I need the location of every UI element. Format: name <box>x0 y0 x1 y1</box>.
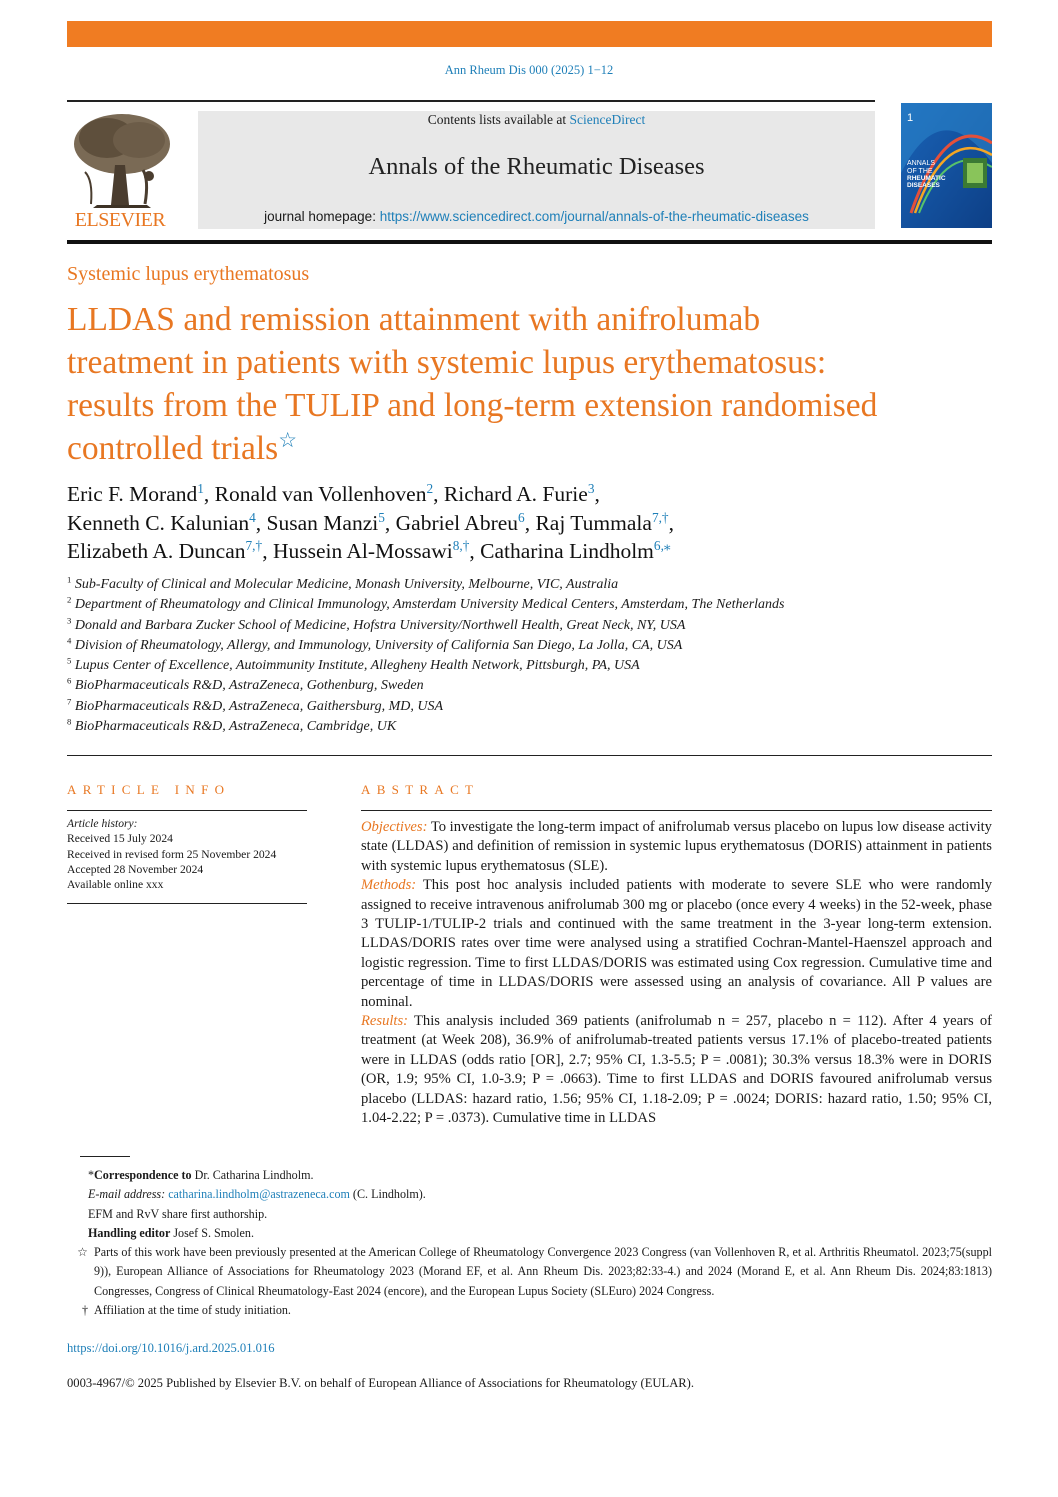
title-footnote-star-icon[interactable]: ☆ <box>278 428 297 452</box>
history-item: Received 15 July 2024 <box>67 832 173 846</box>
header-rule-thick <box>67 240 992 244</box>
author-name: Gabriel Abreu <box>395 510 519 535</box>
history-item: Accepted 28 November 2024 <box>67 862 204 876</box>
top-color-bar <box>67 21 992 47</box>
author-name: Elizabeth A. Duncan <box>67 539 246 563</box>
author-affiliation-mark[interactable]: 3 <box>587 480 595 496</box>
dagger-icon: † <box>81 1303 88 1318</box>
article-title-text: LLDAS and remission attainment with anifrolumab treatment in patients with systemic lupus erythematosus: results from the TULIP and long-term extension randomised controlled trials <box>67 301 878 467</box>
author-affiliation-mark[interactable]: 5 <box>378 509 385 525</box>
article-info-rule <box>67 810 307 811</box>
article-info-rule-bottom <box>67 903 307 904</box>
footnote-email: E-mail address: catharina.lindholm@astrazeneca.com (C. Lindholm). <box>88 1187 426 1202</box>
affiliation-list <box>67 575 992 737</box>
affiliation-item: $^2$ Department of Rheumatology and Clinical Immunology, Amsterdam University Medical Centers, Amsterdam, The Netherlands <box>67 594 785 613</box>
affiliation-item: $^8$ BioPharmaceuticals R&D, AstraZeneca, Cambridge, UK <box>67 716 397 735</box>
running-header[interactable]: Ann Rheum Dis 000 (2025) 1−12 <box>444 63 614 77</box>
author-affiliation-mark[interactable]: 4 <box>249 509 256 525</box>
author-name: Hussein Al-Mossawi <box>272 539 453 563</box>
author-affiliation-mark[interactable]: 8,† <box>452 537 470 553</box>
abstract-objectives: Objectives: To investigate the long-term impact of anifrolumab versus placebo on lupus low disease activity state (LLDAS) and definition of remission in systemic lupus erythematosus (DORIS) attainment in patients with systemic lupus erythematosus (SLE). <box>361 819 992 874</box>
affiliation-item: $^4$ Division of Rheumatology, Allergy, and Immunology, University of California San Diego, La Jolla, CA, USA <box>67 635 683 653</box>
email-link[interactable]: catharina.lindholm@astrazeneca.com <box>168 1187 350 1202</box>
article-history <box>67 816 307 892</box>
affiliation-item: $^5$ Lupus Center of Excellence, Autoimmunity Institute, Allegheny Health Network, Pittsburgh, PA, USA <box>67 655 640 674</box>
header-rule <box>67 100 875 102</box>
cover-line: RHEUMATIC <box>907 175 946 182</box>
affiliation-item: $^3$ Donald and Barbara Zucker School of Medicine, Hofstra University/Northwell Health, Great Neck, NY, USA <box>67 614 686 633</box>
author-affiliation-mark[interactable]: 2 <box>426 480 434 496</box>
svg-text:1: 1 <box>907 112 914 124</box>
article-title <box>67 298 887 470</box>
history-item: Available online xxx <box>67 878 164 892</box>
cover-line: DISEASES <box>907 182 940 189</box>
footnote-handling-editor: Handling editor Josef S. Smolen. <box>88 1225 254 1240</box>
history-label: Article history: <box>67 817 138 830</box>
footnote-presented: ☆ Parts of this work have been previously presented at the American College of Rheumatology Convergence 2023 Congress (van Vollenhoven R, et al. Arthritis Rheumatol. 2023;75(suppl 9)), European Alliance of Associations for Rheumatology 2023 (Morand EF, et al. Ann Rheum Dis. 2023;82:33-4.) and 2024 (Morand E, et al. Ann Rheum Dis. 2024;83:1813) Congresses, Congress of Clinical Rheumatology-East 2024 (encore), and the European Lupus Society (SLEuro) 2024 Congress. <box>67 1243 992 1301</box>
history-item: Received in revised form 25 November 2024 <box>67 847 277 861</box>
abstract-methods: Methods: This post hoc analysis included patients with moderate to severe SLE who were randomly assigned to receive intravenous anifrolumab 300 mg or placebo (once every 4 weeks) in the 52-week, phase 3 TULIP-1/TULIP-2 trials and continued with the same treatment in the 3-year long-term extension. LLDAS/DORIS rates over time were analysed using a stratified Cochran-Mantel-Haenszel approach and logistic regression. Time to first LLDAS/DORIS was estimated using Cox regression. Cumulative time and percentage of time in LLDAS/DORIS were assessed using an analysis of covariance. All P values are nominal. <box>361 877 992 1010</box>
author-affiliation-mark[interactable]: 7,† <box>651 509 669 525</box>
copyright-line: 0003-4967/© 2025 Published by Elsevier B.V. on behalf of European Alliance of Associations for Rheumatology (EULAR). <box>67 1376 695 1390</box>
author-name: Susan Manzi <box>266 510 379 535</box>
article-info-heading: ARTICLE INFO <box>67 782 231 797</box>
author-name: Catharina Lindholm <box>480 539 654 563</box>
affiliation-item: $^6$ BioPharmaceuticals R&D, AstraZeneca, Gothenburg, Sweden <box>67 675 424 694</box>
section-label: Systemic lupus erythematosus <box>67 263 310 285</box>
author-name: Eric F. Morand <box>67 482 198 506</box>
homepage-line <box>198 209 875 224</box>
footnote-first-authorship: EFM and RvV share first authorship. <box>88 1206 268 1221</box>
author-name: Kenneth C. Kalunian <box>67 510 250 535</box>
sciencedirect-link[interactable]: ScienceDirect <box>569 112 646 127</box>
cover-line: OF THE <box>907 168 933 175</box>
abstract-rule <box>361 810 992 811</box>
abstract-body <box>361 818 992 1129</box>
publisher-logo-text: ELSEVIER <box>74 209 166 231</box>
author-affiliation-mark[interactable]: 1 <box>197 480 204 496</box>
abstract-results: Results: This analysis included 369 patients (anifrolumab n = 257, placebo n = 112). After 4 years of treatment (at Week 208), 36.9% of anifrolumab-treated patients versus 17.1% of placebo-treated patients were in LLDAS (odds ratio [OR], 2.7; 95% CI, 1.3-5.5; P = .0081); 30.3% versus 18.3% were in DORIS (OR, 1.9; 95% CI, 1.0-3.9; P = .0663). Time to first LLDAS and DORIS favoured anifrolumab versus placebo (LLDAS: hazard ratio, 1.56; 95% CI, 1.18-2.09; P = .0024; DORIS: hazard ratio, 1.50; 95% CI, 1.04-2.22; P = .0373). Cumulative time in LLDAS <box>361 1013 992 1127</box>
author-name: Richard A. Furie <box>443 482 588 506</box>
doi-link[interactable]: https://doi.org/10.1016/j.ard.2025.01.016 <box>67 1341 275 1355</box>
homepage-link[interactable]: https://www.sciencedirect.com/journal/annals-of-the-rheumatic-diseases <box>379 209 809 224</box>
author-list: Eric F. Morand$^1$, Ronald van Vollenhoven$^2$, Richard A. Furie$^3$, Kenneth C. Kalunian$^4$, Susan Manzi$^5$, Gabriel Abreu$^6$, Raj Tummala$^{7,\dagger}$, Elizabeth A. Duncan$^{7,\dagger}$, Hussein Al-Mossawi$^{8,\dagger}$, Catharina Lindholm$^{6,⁎}$ <box>67 480 674 563</box>
contents-prefix: Contents lists available at <box>427 112 570 127</box>
author-affiliation-mark[interactable]: 6 <box>518 509 525 525</box>
contents-line <box>198 112 875 128</box>
journal-title: Annals of the Rheumatic Diseases <box>368 153 705 180</box>
footnote-rule <box>80 1156 130 1157</box>
section-divider <box>67 755 992 756</box>
affiliation-item: $^1$ Sub-Faculty of Clinical and Molecular Medicine, Monash University, Melbourne, VIC, Australia <box>67 574 619 592</box>
author-affiliation-mark[interactable]: 7,† <box>245 537 263 553</box>
author-affiliation-mark[interactable]: 6,⁎ <box>653 537 671 553</box>
journal-cover-image[interactable] <box>901 103 992 228</box>
author-name: Ronald van Vollenhoven <box>214 482 427 506</box>
footnote-dagger: † Affiliation at the time of study initiation. <box>67 1301 992 1320</box>
cover-line: ANNALS <box>907 160 936 167</box>
abstract-heading: ABSTRACT <box>361 782 480 797</box>
footnote-correspondence: *Correspondence to Dr. Catharina Lindholm. <box>88 1168 314 1182</box>
footnotes <box>67 1166 992 1320</box>
homepage-prefix: journal homepage: <box>264 209 380 224</box>
star-footnote-icon: ☆ <box>77 1245 88 1260</box>
affiliation-item: $^7$ BioPharmaceuticals R&D, AstraZeneca, Gaithersburg, MD, USA <box>67 696 444 714</box>
author-name: Raj Tummala <box>535 510 652 535</box>
